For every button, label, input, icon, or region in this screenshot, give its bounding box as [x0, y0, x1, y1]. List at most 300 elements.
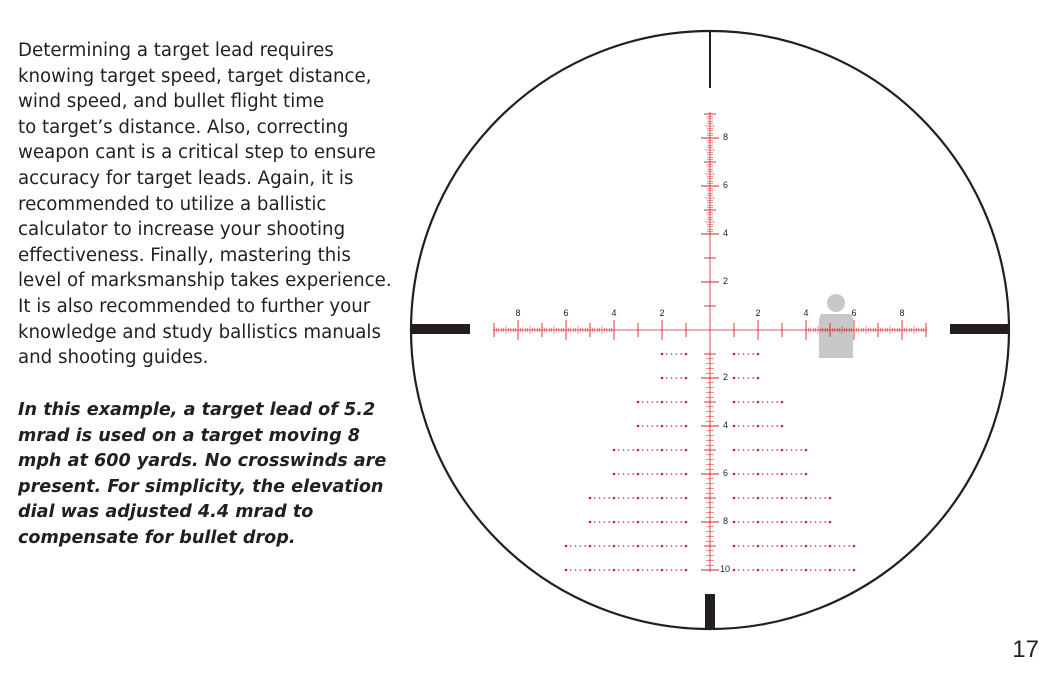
- wind-hold-dot: [637, 449, 640, 452]
- wind-hold-dot: [599, 569, 601, 571]
- wind-hold-dot: [671, 497, 673, 499]
- wind-hold-dot: [820, 497, 822, 499]
- wind-hold-dot: [666, 569, 668, 571]
- wind-hold-dot: [599, 497, 601, 499]
- horizontal-tick-label: 2: [755, 308, 761, 318]
- wind-hold-dot: [752, 377, 754, 379]
- wind-hold-dot: [671, 449, 673, 451]
- wind-hold-dot: [685, 545, 688, 548]
- wind-hold-dot: [762, 449, 764, 451]
- wind-hold-dot: [594, 497, 596, 499]
- wind-hold-dot: [772, 545, 774, 547]
- wind-hold-dot: [661, 353, 664, 356]
- wind-hold-dot: [594, 545, 596, 547]
- wind-hold-dot: [613, 569, 616, 572]
- wind-hold-dot: [613, 473, 616, 476]
- wind-hold-dot: [661, 545, 664, 548]
- wind-hold-dot: [791, 569, 793, 571]
- wind-hold-dot: [791, 473, 793, 475]
- wind-hold-dot: [743, 425, 745, 427]
- wind-hold-dot: [608, 545, 610, 547]
- wind-hold-dot: [829, 521, 832, 524]
- wind-hold-dot: [594, 569, 596, 571]
- wind-hold-dot: [772, 401, 774, 403]
- example-line: compensate for bullet drop.: [18, 527, 296, 548]
- wind-hold-dot: [618, 545, 620, 547]
- wind-hold-dot: [618, 569, 620, 571]
- wind-hold-dot: [589, 497, 592, 500]
- wind-hold-dot: [772, 449, 774, 451]
- wind-hold-dot: [656, 497, 658, 499]
- wind-hold-dot: [733, 449, 736, 452]
- body-line: accuracy for target leads. Again, it is: [18, 167, 354, 189]
- wind-hold-dot: [733, 353, 736, 356]
- wind-hold-dot: [685, 377, 688, 380]
- wind-hold-dot: [781, 425, 784, 428]
- wind-hold-dot: [757, 449, 760, 452]
- wind-hold-dot: [656, 401, 658, 403]
- wind-hold-dot: [733, 401, 736, 404]
- wind-hold-dot: [652, 425, 654, 427]
- wind-hold-dot: [757, 521, 760, 524]
- wind-hold-dot: [589, 521, 592, 524]
- wind-hold-dot: [738, 473, 740, 475]
- wind-hold-dot: [791, 521, 793, 523]
- wind-hold-dot: [796, 473, 798, 475]
- wind-hold-dot: [637, 521, 640, 524]
- wind-hold-dot: [733, 473, 736, 476]
- wind-hold-dot: [844, 545, 846, 547]
- wind-hold-dot: [671, 425, 673, 427]
- wind-hold-dot: [580, 569, 582, 571]
- wind-hold-dot: [666, 353, 668, 355]
- wind-hold-dot: [796, 449, 798, 451]
- wind-hold-dot: [642, 401, 644, 403]
- wind-hold-dot: [743, 449, 745, 451]
- wind-hold-dot: [661, 449, 664, 452]
- wind-hold-dot: [647, 569, 649, 571]
- reticle-marks: [493, 112, 927, 572]
- wind-hold-dot: [680, 449, 682, 451]
- wind-hold-dot: [767, 545, 769, 547]
- wind-hold-dot: [661, 473, 664, 476]
- wind-hold-dot: [767, 425, 769, 427]
- wind-hold-dot: [800, 569, 802, 571]
- wind-hold-dot: [805, 569, 808, 572]
- wind-hold-dot: [632, 521, 634, 523]
- wind-hold-dot: [743, 545, 745, 547]
- wind-hold-dot: [642, 473, 644, 475]
- wind-hold-dot: [824, 569, 826, 571]
- wind-hold-dot: [796, 497, 798, 499]
- wind-hold-dot: [752, 401, 754, 403]
- wind-hold-dot: [642, 449, 644, 451]
- wind-hold-dot: [671, 473, 673, 475]
- wind-hold-dot: [767, 569, 769, 571]
- example-line: In this example, a target lead of 5.2: [18, 400, 376, 420]
- page-number: 17: [1012, 636, 1039, 663]
- wind-hold-dot: [820, 521, 822, 523]
- wind-hold-dot: [661, 521, 664, 524]
- wind-hold-dot: [743, 353, 745, 355]
- wind-hold-dot: [637, 569, 640, 572]
- wind-hold-dot: [752, 497, 754, 499]
- wind-hold-dot: [632, 473, 634, 475]
- target-silhouette: [819, 294, 853, 358]
- wind-hold-dot: [733, 377, 736, 380]
- wind-hold-dot: [757, 425, 760, 428]
- wind-hold-dot: [786, 569, 788, 571]
- wind-hold-dot: [738, 569, 740, 571]
- wind-hold-dot: [776, 473, 778, 475]
- vertical-tick-label: 2: [723, 372, 729, 382]
- wind-hold-dot: [800, 473, 802, 475]
- body-line: recommended to utilize a ballistic: [18, 193, 327, 215]
- wind-hold-dot: [685, 521, 688, 524]
- wind-hold-dot: [776, 401, 778, 403]
- wind-hold-dot: [786, 449, 788, 451]
- wind-hold-dot: [680, 377, 682, 379]
- wind-hold-dot: [733, 569, 736, 572]
- body-line: to target’s distance. Also, correcting: [18, 116, 349, 138]
- wind-hold-dot: [594, 521, 596, 523]
- wind-hold-dot: [810, 497, 812, 499]
- wind-hold-dot: [757, 473, 760, 476]
- wind-hold-dot: [805, 521, 808, 524]
- wind-hold-dot: [786, 497, 788, 499]
- wind-hold-dot: [762, 497, 764, 499]
- wind-hold-dot: [608, 497, 610, 499]
- wind-hold-dot: [637, 401, 640, 404]
- body-line: level of marksmanship takes experience.: [18, 270, 392, 292]
- wind-hold-dot: [647, 449, 649, 451]
- wind-hold-dot: [748, 401, 750, 403]
- wind-hold-dot: [776, 425, 778, 427]
- left-post: [411, 324, 470, 334]
- wind-hold-dot: [772, 497, 774, 499]
- wind-hold-dot: [613, 545, 616, 548]
- wind-hold-dot: [781, 401, 784, 404]
- wind-hold-dot: [680, 353, 682, 355]
- horizontal-tick-label: 6: [563, 308, 569, 318]
- wind-hold-dot: [762, 425, 764, 427]
- vertical-tick-label: 4: [723, 420, 729, 430]
- example-line: dial was adjusted 4.4 mrad to: [18, 502, 314, 523]
- wind-hold-dot: [781, 497, 784, 500]
- wind-hold-dot: [848, 545, 850, 547]
- wind-hold-dot: [637, 473, 640, 476]
- body-line: weapon cant is a critical step to ensure: [18, 142, 376, 164]
- wind-hold-dot: [829, 569, 832, 572]
- wind-hold-dot: [656, 473, 658, 475]
- wind-hold-dot: [647, 401, 649, 403]
- wind-hold-dot: [676, 425, 678, 427]
- wind-hold-dot: [652, 401, 654, 403]
- wind-hold-dot: [632, 449, 634, 451]
- wind-hold-dot: [791, 449, 793, 451]
- wind-hold-dot: [738, 353, 740, 355]
- right-post: [950, 324, 1009, 334]
- wind-hold-dot: [752, 545, 754, 547]
- wind-hold-dot: [786, 545, 788, 547]
- wind-hold-dot: [647, 521, 649, 523]
- wind-hold-dot: [738, 425, 740, 427]
- wind-hold-dot: [757, 545, 760, 548]
- wind-hold-dot: [661, 497, 664, 500]
- wind-hold-dot: [618, 521, 620, 523]
- wind-hold-dot: [608, 569, 610, 571]
- wind-hold-dot: [762, 473, 764, 475]
- wind-hold-dot: [748, 449, 750, 451]
- wind-hold-dot: [676, 521, 678, 523]
- wind-hold-dot: [776, 521, 778, 523]
- bottom-post: [705, 594, 715, 630]
- wind-hold-dot: [642, 569, 644, 571]
- wind-hold-dot: [671, 401, 673, 403]
- wind-hold-dot: [608, 521, 610, 523]
- wind-hold-dot: [752, 473, 754, 475]
- wind-hold-dot: [680, 401, 682, 403]
- wind-hold-dot: [781, 473, 784, 476]
- body-line: and shooting guides.: [18, 347, 209, 369]
- wind-hold-dot: [599, 521, 601, 523]
- wind-hold-dot: [685, 569, 688, 572]
- wind-hold-dot: [805, 545, 808, 548]
- wind-hold-dot: [589, 569, 592, 572]
- wind-hold-dot: [776, 545, 778, 547]
- wind-hold-dot: [800, 497, 802, 499]
- wind-hold-dot: [656, 569, 658, 571]
- wind-hold-dot: [767, 449, 769, 451]
- wind-hold-dot: [824, 545, 826, 547]
- wind-hold-dot: [628, 545, 630, 547]
- wind-hold-dot: [604, 497, 606, 499]
- wind-hold-dot: [757, 377, 760, 380]
- vertical-tick-label: 8: [723, 516, 729, 526]
- wind-hold-dot: [743, 569, 745, 571]
- wind-hold-dot: [680, 425, 682, 427]
- wind-hold-dot: [613, 497, 616, 500]
- wind-hold-dot: [796, 545, 798, 547]
- wind-hold-dot: [786, 521, 788, 523]
- wind-hold-dot: [791, 497, 793, 499]
- wind-hold-dot: [656, 425, 658, 427]
- wind-hold-dot: [738, 521, 740, 523]
- wind-hold-dot: [748, 497, 750, 499]
- wind-hold-dot: [767, 473, 769, 475]
- body-line: knowing target speed, target distance,: [18, 65, 372, 87]
- wind-hold-dot: [757, 569, 760, 572]
- wind-hold-dot: [575, 545, 577, 547]
- horizontal-tick-label: 4: [803, 308, 809, 318]
- example-line: mph at 600 yards. No crosswinds are: [18, 451, 387, 472]
- wind-hold-dot: [570, 545, 572, 547]
- wind-hold-dot: [733, 521, 736, 524]
- wind-hold-dot: [628, 449, 630, 451]
- wind-hold-dot: [676, 353, 678, 355]
- wind-hold-dot: [748, 473, 750, 475]
- wind-hold-dot: [748, 377, 750, 379]
- body-line: calculator to increase your shooting: [18, 219, 346, 241]
- wind-hold-dot: [776, 497, 778, 499]
- wind-hold-dot: [642, 521, 644, 523]
- wind-hold-dot: [671, 545, 673, 547]
- wind-hold-dot: [752, 353, 754, 355]
- wind-hold-dot: [757, 353, 760, 356]
- wind-hold-dot: [815, 521, 817, 523]
- wind-hold-dot: [829, 497, 832, 500]
- wind-hold-dot: [853, 569, 856, 572]
- horizontal-tick-label: 8: [899, 308, 905, 318]
- wind-hold-dot: [748, 569, 750, 571]
- wind-hold-dot: [767, 497, 769, 499]
- wind-hold-dot: [628, 473, 630, 475]
- wind-hold-dot: [738, 377, 740, 379]
- wind-hold-dot: [748, 521, 750, 523]
- wind-hold-dot: [762, 545, 764, 547]
- wind-hold-dot: [738, 545, 740, 547]
- wind-hold-dot: [796, 521, 798, 523]
- wind-hold-dot: [743, 521, 745, 523]
- wind-hold-dot: [733, 545, 736, 548]
- wind-hold-dot: [671, 377, 673, 379]
- wind-hold-dot: [671, 569, 673, 571]
- vertical-tick-label: 6: [723, 468, 729, 478]
- wind-hold-dot: [839, 569, 841, 571]
- wind-hold-dot: [623, 473, 625, 475]
- wind-hold-dot: [599, 545, 601, 547]
- wind-hold-dot: [575, 569, 577, 571]
- vertical-tick-label: 8: [723, 132, 729, 142]
- wind-hold-dot: [748, 425, 750, 427]
- body-line: It is also recommended to further your: [18, 295, 371, 317]
- wind-hold-dot: [762, 569, 764, 571]
- wind-hold-dot: [810, 569, 812, 571]
- vertical-tick-label: 2: [723, 276, 729, 286]
- wind-hold-dot: [623, 545, 625, 547]
- horizontal-tick-label: 4: [611, 308, 617, 318]
- wind-hold-dot: [604, 521, 606, 523]
- wind-hold-dot: [666, 497, 668, 499]
- wind-hold-dot: [815, 545, 817, 547]
- wind-hold-dot: [824, 497, 826, 499]
- wind-hold-dot: [820, 569, 822, 571]
- wind-hold-dot: [772, 473, 774, 475]
- vertical-tick-label: 10: [720, 564, 731, 574]
- wind-hold-dot: [580, 545, 582, 547]
- wind-hold-dot: [680, 521, 682, 523]
- wind-hold-dot: [757, 497, 760, 500]
- wind-hold-dot: [623, 497, 625, 499]
- wind-hold-dot: [834, 569, 836, 571]
- wind-hold-dot: [752, 569, 754, 571]
- wind-hold-dot: [685, 449, 688, 452]
- wind-hold-dot: [652, 449, 654, 451]
- wind-hold-dot: [796, 569, 798, 571]
- wind-hold-dot: [844, 569, 846, 571]
- wind-hold-dot: [666, 449, 668, 451]
- wind-hold-dot: [618, 473, 620, 475]
- wind-hold-dot: [570, 569, 572, 571]
- wind-hold-dot: [781, 521, 784, 524]
- wind-hold-dot: [829, 545, 832, 548]
- wind-hold-dot: [791, 545, 793, 547]
- wind-hold-dot: [685, 425, 688, 428]
- wind-hold-dot: [565, 569, 568, 572]
- wind-hold-dot: [652, 473, 654, 475]
- wind-hold-dot: [800, 521, 802, 523]
- wind-hold-dot: [685, 497, 688, 500]
- wind-hold-dot: [800, 449, 802, 451]
- wind-hold-dot: [743, 473, 745, 475]
- wind-hold-dot: [671, 521, 673, 523]
- wind-hold-dot: [781, 569, 784, 572]
- wind-hold-dot: [805, 473, 808, 476]
- wind-hold-dot: [767, 401, 769, 403]
- wind-hold-dot: [767, 521, 769, 523]
- horizontal-tick-label: 6: [851, 308, 857, 318]
- wind-hold-dot: [738, 449, 740, 451]
- wind-hold-dot: [647, 473, 649, 475]
- wind-hold-dot: [671, 353, 673, 355]
- wind-hold-dot: [656, 521, 658, 523]
- wind-hold-dot: [824, 521, 826, 523]
- wind-hold-dot: [762, 521, 764, 523]
- wind-hold-dot: [743, 377, 745, 379]
- example-line: present. For simplicity, the elevation: [18, 476, 384, 497]
- wind-hold-dot: [632, 569, 634, 571]
- wind-hold-dot: [642, 497, 644, 499]
- wind-hold-dot: [666, 545, 668, 547]
- wind-hold-dot: [623, 449, 625, 451]
- wind-hold-dot: [613, 449, 616, 452]
- wind-hold-dot: [776, 449, 778, 451]
- wind-hold-dot: [781, 449, 784, 452]
- wind-hold-dot: [752, 449, 754, 451]
- wind-hold-dot: [738, 497, 740, 499]
- wind-hold-dot: [676, 377, 678, 379]
- wind-hold-dot: [642, 545, 644, 547]
- wind-hold-dot: [748, 545, 750, 547]
- wind-hold-dot: [772, 569, 774, 571]
- wind-hold-dot: [839, 545, 841, 547]
- wind-hold-dot: [628, 521, 630, 523]
- wind-hold-dot: [637, 425, 640, 428]
- wind-hold-dot: [685, 353, 688, 356]
- wind-hold-dot: [661, 569, 664, 572]
- body-line: knowledge and study ballistics manuals: [18, 321, 381, 343]
- wind-hold-dot: [748, 353, 750, 355]
- wind-hold-dot: [752, 521, 754, 523]
- wind-hold-dot: [623, 521, 625, 523]
- wind-hold-dot: [733, 497, 736, 500]
- wind-hold-dot: [680, 497, 682, 499]
- wind-hold-dot: [656, 545, 658, 547]
- wind-hold-dot: [632, 545, 634, 547]
- wind-hold-dot: [647, 545, 649, 547]
- wind-hold-dot: [810, 521, 812, 523]
- vertical-tick-label: 6: [723, 180, 729, 190]
- wind-hold-dot: [584, 569, 586, 571]
- horizontal-tick-label: 2: [659, 308, 665, 318]
- wind-hold-dot: [743, 497, 745, 499]
- example-line: mrad is used on a target moving 8: [18, 425, 361, 446]
- wind-hold-dot: [647, 497, 649, 499]
- wind-hold-dot: [853, 545, 856, 548]
- wind-hold-dot: [786, 473, 788, 475]
- wind-hold-dot: [680, 569, 682, 571]
- wind-hold-dot: [604, 569, 606, 571]
